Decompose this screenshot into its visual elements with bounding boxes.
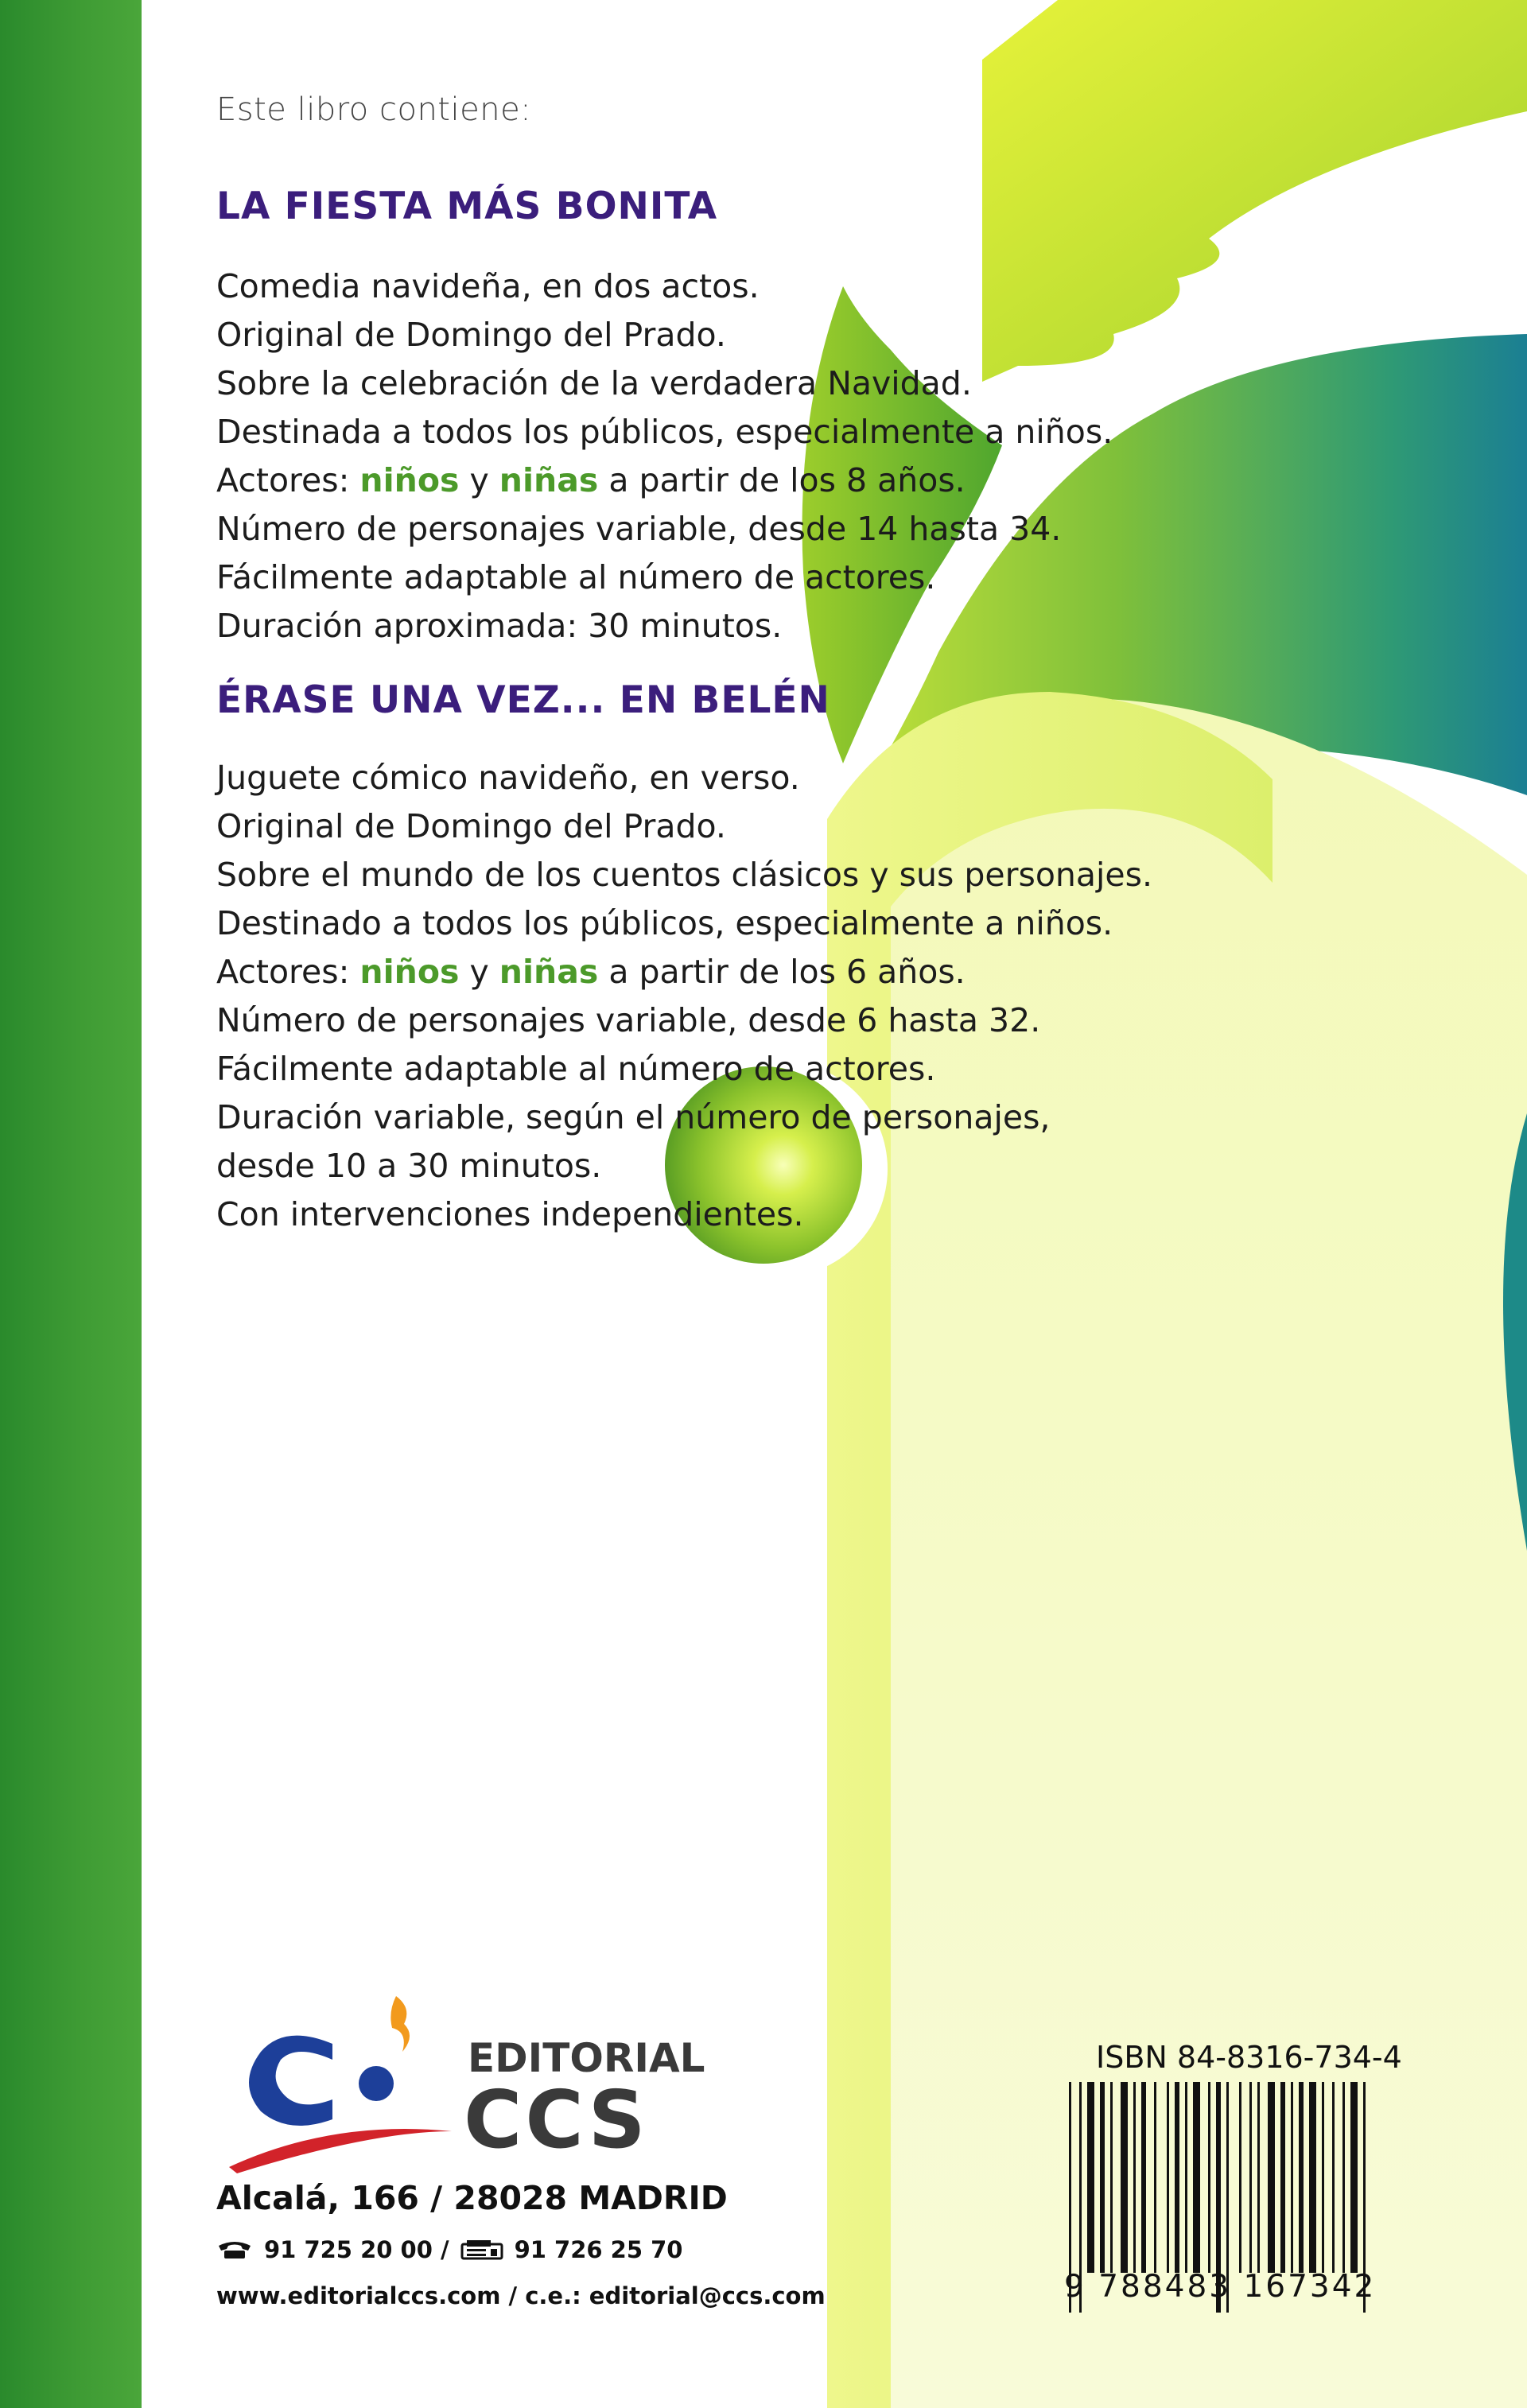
detail-line: Número de personajes variable, desde 6 hasta 32. [216, 1001, 1041, 1039]
logo-word-editorial: EDITORIAL [468, 2035, 705, 2081]
intro-text: Este libro contiene: [216, 91, 532, 128]
barcode-bar [1342, 2082, 1345, 2273]
book1-details [216, 262, 1113, 651]
highlight-word: niñas [499, 953, 599, 991]
highlight-word: niños [359, 461, 460, 499]
barcode-bar [1133, 2082, 1136, 2273]
detail-line: Duración aproximada: 30 minutos. [216, 607, 783, 645]
editorial-ccs-logo [213, 1968, 722, 2175]
detail-line: Original de Domingo del Prado. [216, 316, 726, 354]
phone-number: 91 725 20 00 / [264, 2236, 449, 2263]
barcode-bar [1193, 2082, 1200, 2273]
book2-title: ÉRASE UNA VEZ... EN BELÉN [216, 678, 830, 722]
detail-line: Número de personajes variable, desde 14 hasta 34. [216, 510, 1062, 548]
barcode-bar [1110, 2082, 1113, 2273]
highlight-word: niños [359, 953, 460, 991]
detail-line [216, 456, 1113, 505]
line-fragment: Actores: [216, 461, 360, 499]
barcode-bar [1350, 2082, 1358, 2273]
barcode-bar [1249, 2082, 1252, 2273]
line-fragment: a partir de los 8 años. [598, 461, 966, 499]
detail-line: Destinada a todos los públicos, especialmente a niños. [216, 413, 1113, 451]
barcode-bar [1268, 2082, 1275, 2273]
detail-line: Comedia navideña, en dos actos. [216, 267, 760, 305]
barcode-bar [1175, 2082, 1179, 2273]
detail-line [216, 948, 1152, 996]
publisher-contacts [216, 2236, 683, 2263]
detail-line: Fácilmente adaptable al número de actores. [216, 1050, 936, 1088]
detail-line: Destinado a todos los públicos, especialmente a niños. [216, 904, 1113, 942]
detail-line: Juguete cómico navideño, en verso. [216, 759, 800, 797]
barcode-bar [1322, 2082, 1324, 2273]
barcode-bar [1239, 2082, 1241, 2273]
ean-number: 9 788483 167342 [1064, 2269, 1377, 2305]
fax-icon [460, 2239, 503, 2260]
isbn-number: ISBN 84-8316-734-4 [1096, 2040, 1402, 2075]
book2-details [216, 754, 1152, 1239]
telephone-icon [216, 2239, 253, 2260]
barcode-bar [1087, 2082, 1094, 2273]
detail-line: Con intervenciones independientes. [216, 1195, 804, 1233]
detail-line: Fácilmente adaptable al número de actores. [216, 558, 936, 596]
fax-number: 91 726 25 70 [514, 2236, 683, 2263]
barcode-bar [1167, 2082, 1169, 2273]
detail-line: Duración variable, según el número de personajes, [216, 1098, 1051, 1136]
barcode-bar [1291, 2082, 1293, 2273]
barcode-bar [1154, 2082, 1156, 2273]
line-fragment: y [459, 461, 499, 499]
barcode-bar [1309, 2082, 1316, 2273]
publisher-web-email: www.editorialccs.com / c.e.: editorial@ccs.com [216, 2282, 826, 2309]
line-fragment: Actores: [216, 953, 360, 991]
line-fragment: a partir de los 6 años. [598, 953, 966, 991]
line-fragment: y [459, 953, 499, 991]
barcode-bar [1208, 2082, 1210, 2273]
detail-line: Sobre el mundo de los cuentos clásicos y sus personajes. [216, 856, 1153, 894]
barcode-bar [1280, 2082, 1285, 2273]
detail-line: desde 10 a 30 minutos. [216, 1147, 602, 1185]
logo-word-ccs: CCS [464, 2073, 649, 2166]
barcode-bar [1100, 2082, 1105, 2273]
barcode-bar [1332, 2082, 1335, 2273]
barcode-bar [1121, 2082, 1128, 2273]
barcode-bar [1141, 2082, 1146, 2273]
detail-line: Original de Domingo del Prado. [216, 807, 726, 845]
barcode-bar [1299, 2082, 1304, 2273]
highlight-word: niñas [499, 461, 599, 499]
publisher-address: Alcalá, 166 / 28028 MADRID [216, 2179, 728, 2217]
barcode-bar [1257, 2082, 1260, 2273]
detail-line: Sobre la celebración de la verdadera Navidad. [216, 364, 972, 402]
barcode-bar [1185, 2082, 1187, 2273]
book1-title: LA FIESTA MÁS BONITA [216, 184, 718, 228]
